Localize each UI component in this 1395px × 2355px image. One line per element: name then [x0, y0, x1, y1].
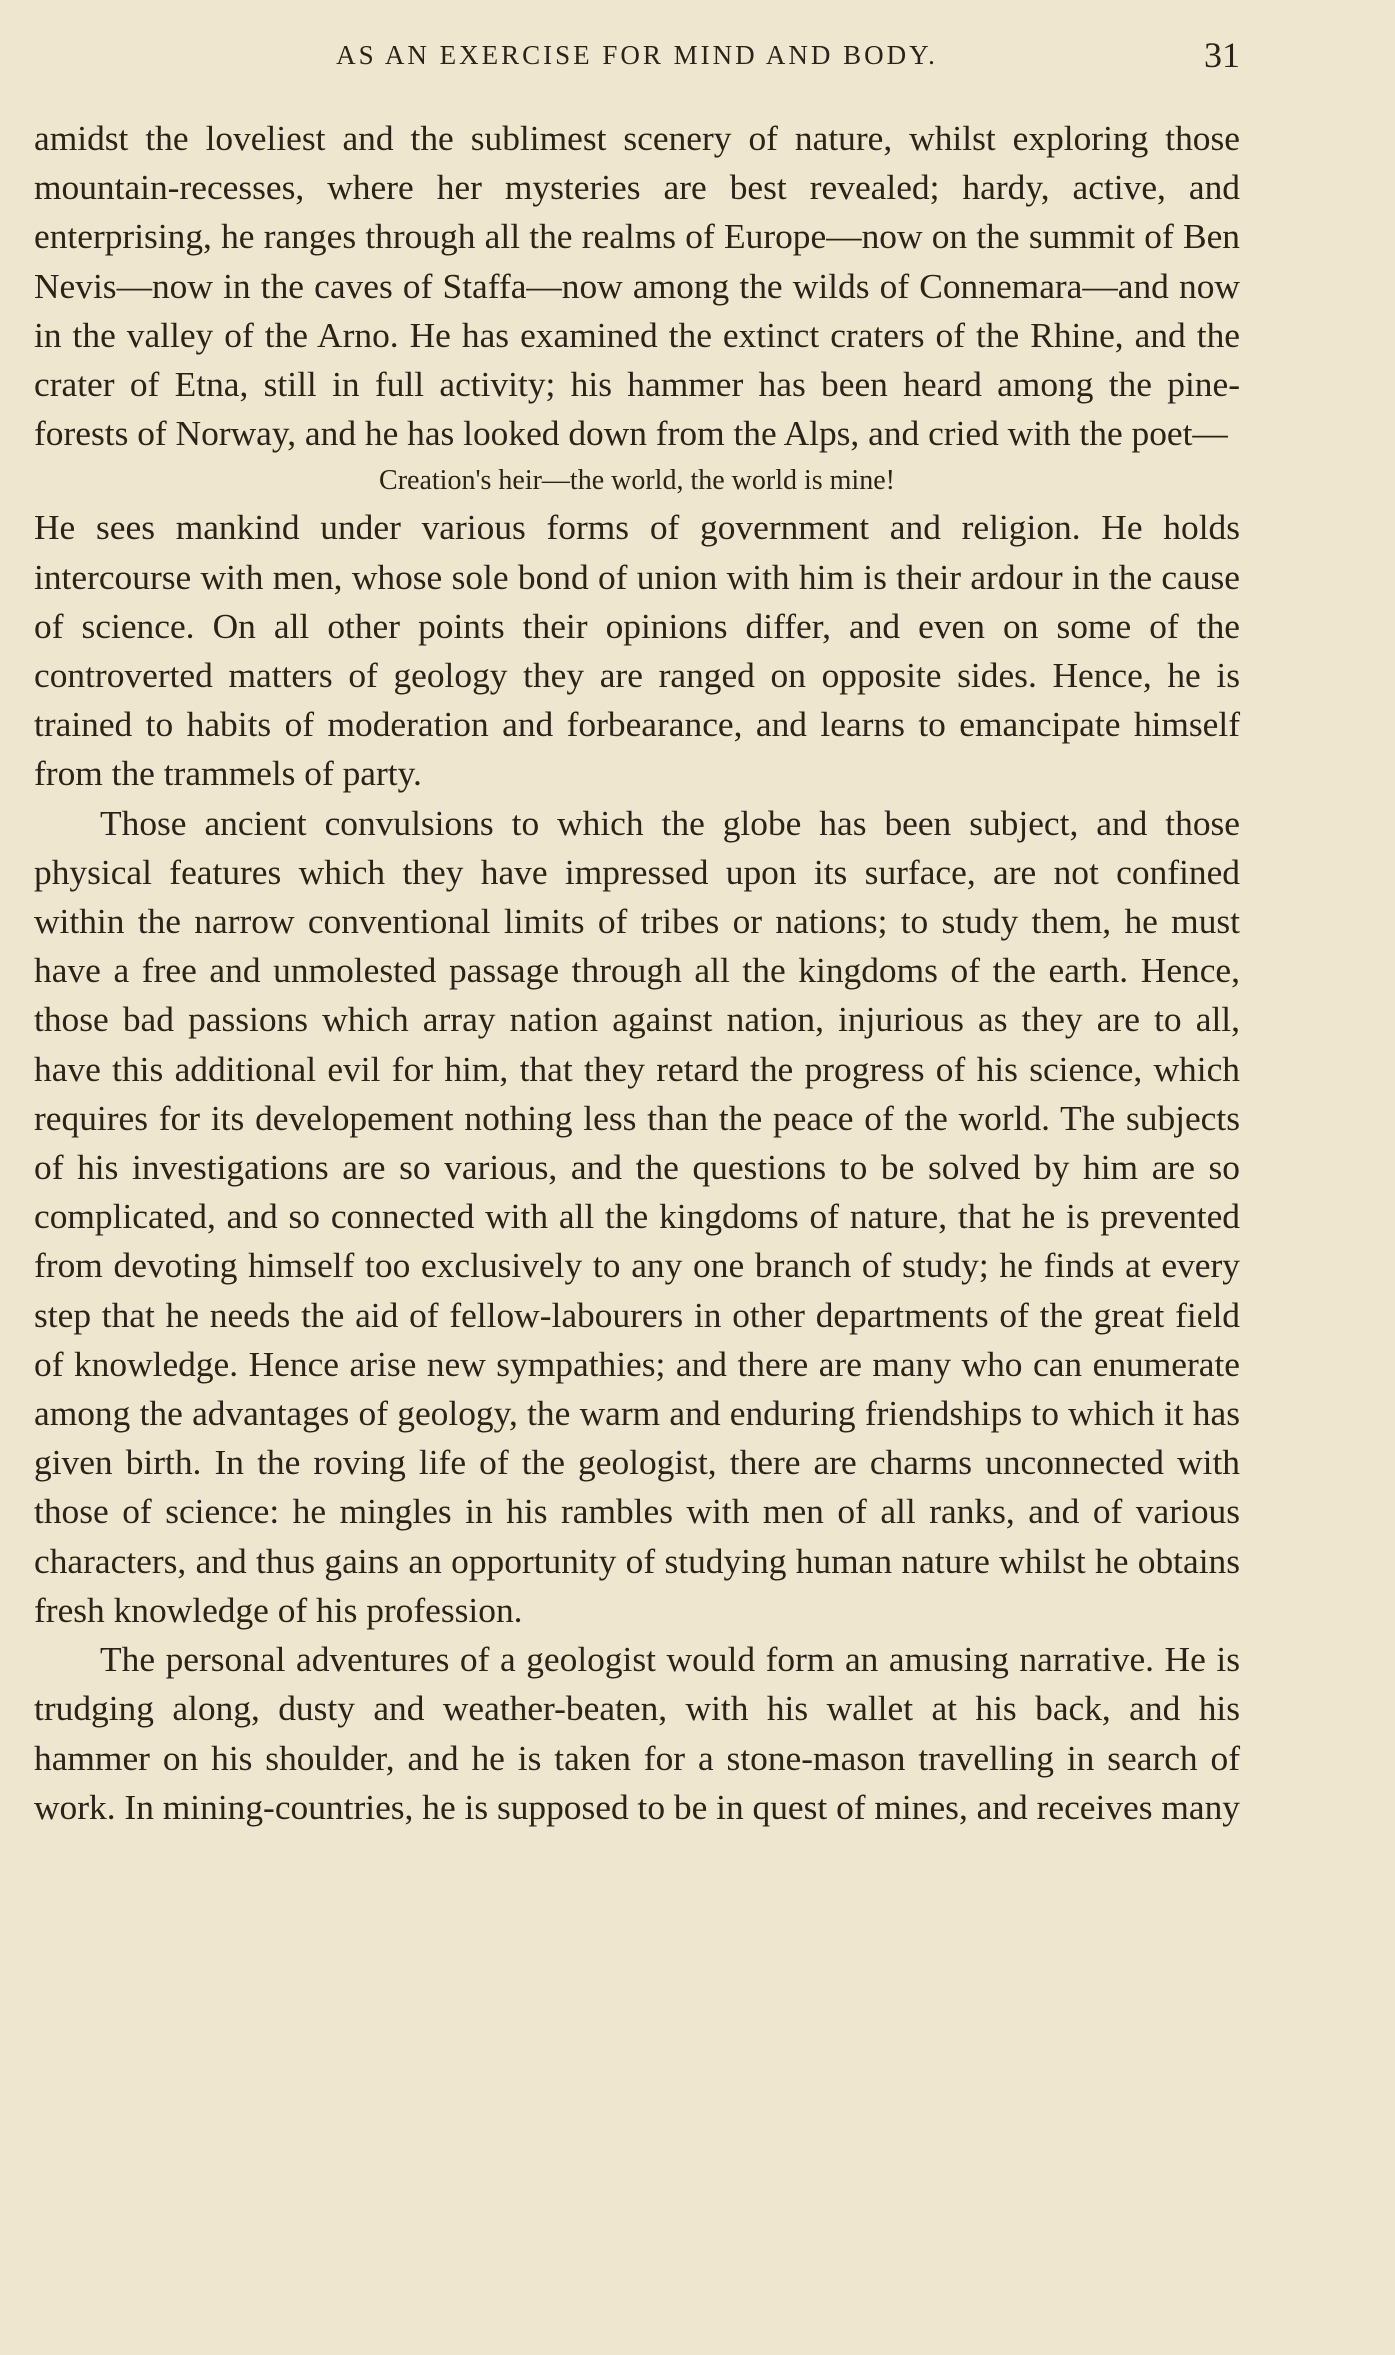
- body-text: [34, 114, 1240, 1832]
- book-page: [34, 30, 1240, 1832]
- page-number: 31: [1204, 35, 1240, 75]
- paragraph-4: The personal adventures of a geologist would form an amusing narrative. He is trudging along, dusty and weather-beaten, with his wallet at his back, and his hammer on his shoulder, and he is taken for a stone-mason travelling in search of work. In mining-countries, he is supposed to be in quest of mines, and receives many: [34, 1639, 1240, 1827]
- paragraph-3: Those ancient convulsions to which the globe has been subject, and those physical features which they have impressed upon its surface, are not confined within the narrow conventional limits of tribes or nations; to study them, he must have a free and unmolested passage through all the kingdoms of the earth. Hence, those bad passions which array nation against nation, injurious as they are to all, have this additional evil for him, that they retard the progress of his science, which requires for its developement nothing less than the peace of the world. The subjects of his investigations are so various, and the questions to be solved by him are so complicated, and so connected with all the kingdoms of nature, that he is prevented from devoting himself too exclusively to any one branch of study; he finds at every step that he needs the aid of fellow-labourers in other departments of the great field of knowledge. Hence arise new sympathies; and there are many who can enumerate among the advantages of geology, the warm and enduring friendships to which it has given birth. In the roving life of the geologist, there are charms unconnected with those of science: he mingles in his rambles with men of all ranks, and of various characters, and thus gains an opportunity of studying human nature whilst he obtains fresh knowledge of his profession.: [34, 802, 1240, 1630]
- running-title: AS AN EXERCISE FOR MIND AND BODY.: [336, 40, 938, 70]
- verse-quote: Creation's heir—the world, the world is mine!: [379, 465, 895, 497]
- running-head: [34, 30, 1240, 80]
- paragraph-2: He sees mankind under various forms of government and religion. He holds intercourse with men, whose sole bond of union with him is their ardour in the cause of science. On all other points their opinions differ, and even on some of the controverted matters of geology they are ranged on opposite sides. Hence, he is trained to habits of moderation and forbearance, and learns to emancipate himself from the trammels of party.: [34, 507, 1240, 794]
- paragraph-1: amidst the loveliest and the sublimest scenery of nature, whilst exploring those mountain-recesses, where her mysteries are best revealed; hardy, active, and enterprising, he ranges through all the realms of Europe—now on the summit of Ben Nevis—now in the caves of Staffa—now among the wilds of Connemara—and now in the valley of the Arno. He has examined the extinct craters of the Rhine, and the crater of Etna, still in full activity; his hammer has been heard among the pine-forests of Norway, and he has looked down from the Alps, and cried with the poet—: [34, 118, 1240, 454]
